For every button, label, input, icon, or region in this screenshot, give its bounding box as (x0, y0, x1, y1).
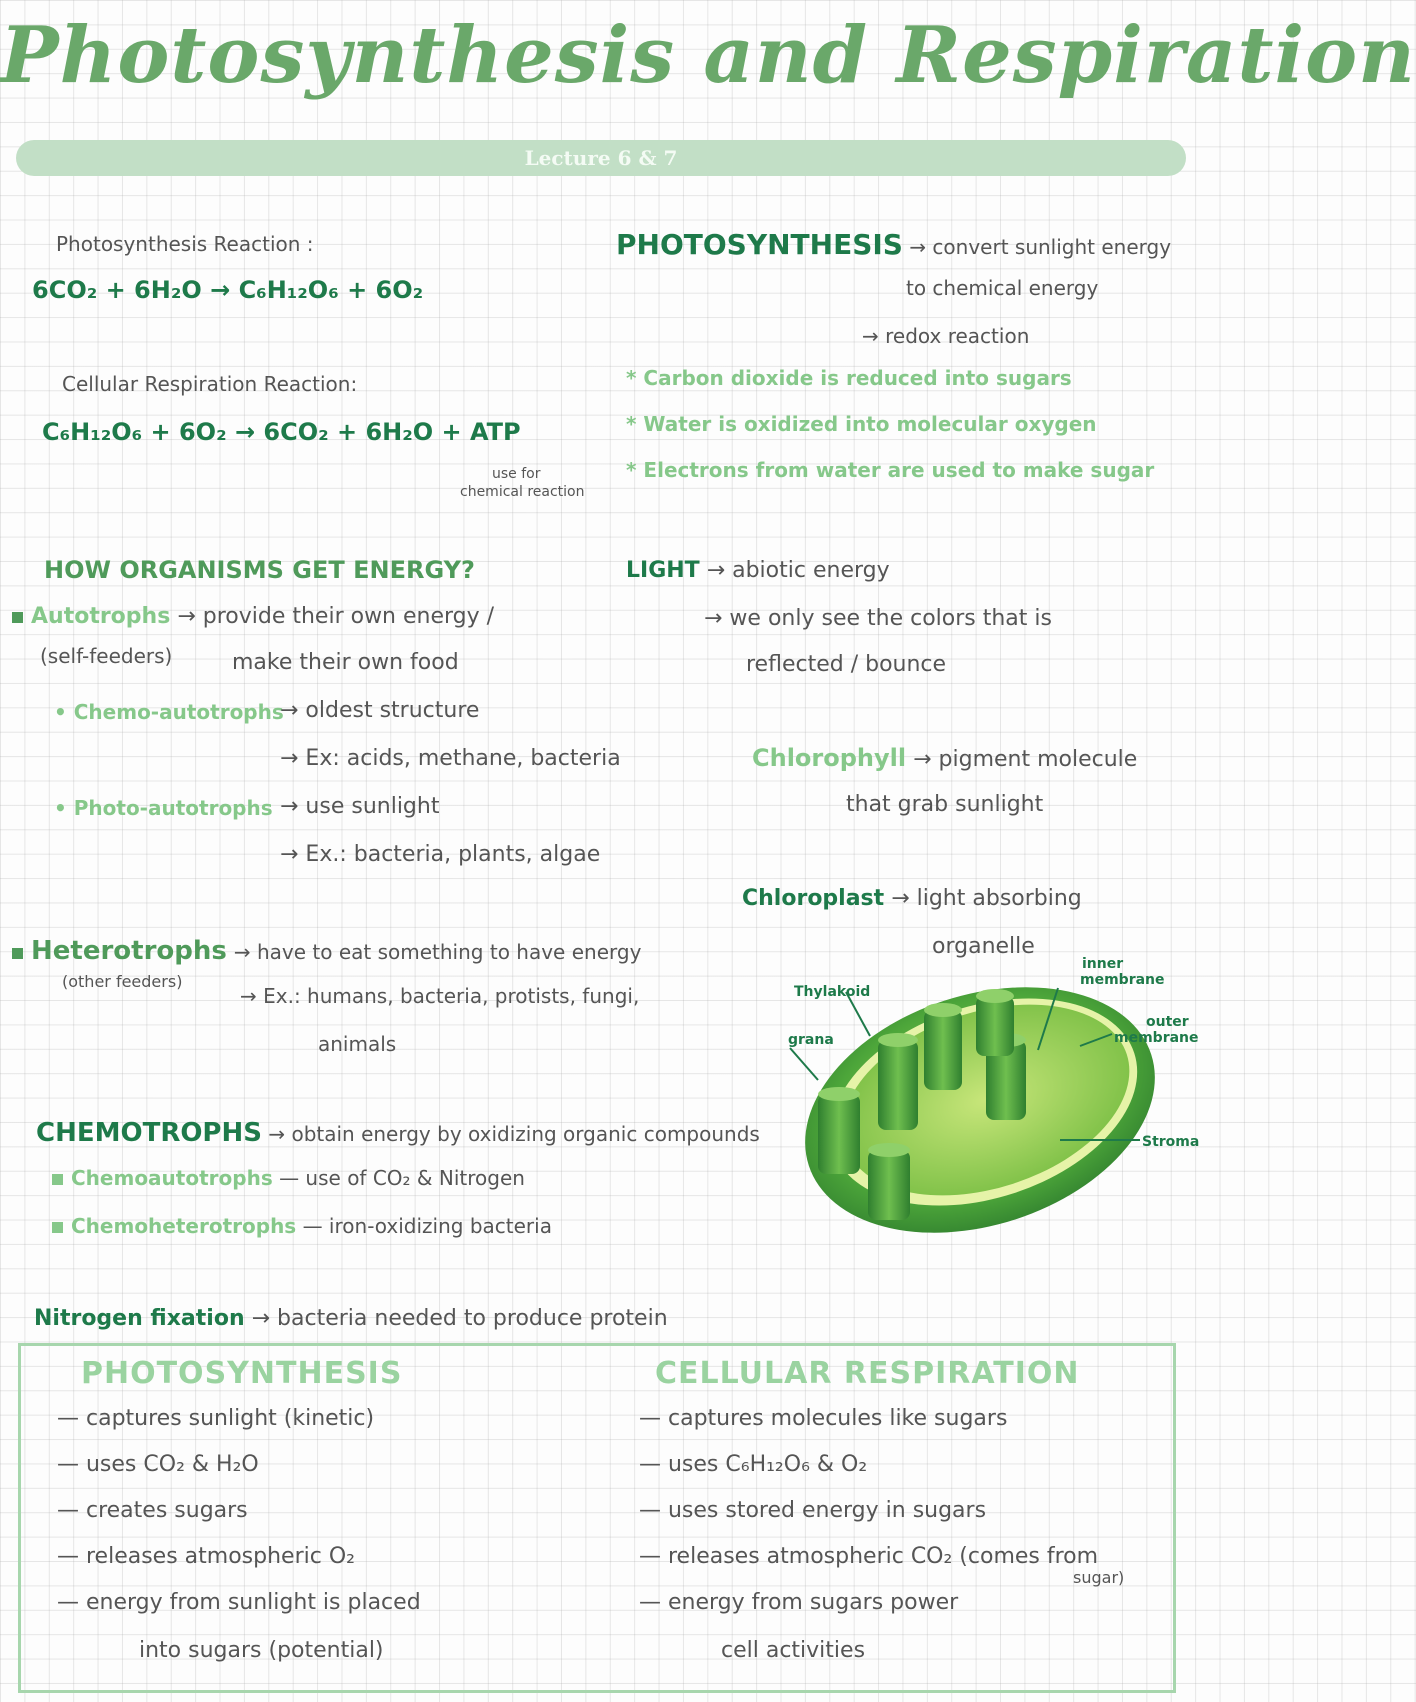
light-desc1: → abiotic energy (706, 558, 890, 583)
light-desc2: → we only see the colors that is (704, 606, 1052, 631)
photosynthesis-heading: PHOTOSYNTHESIS (616, 228, 903, 261)
granum-stack (924, 1003, 962, 1090)
inner-membrane-label-1: inner (1082, 956, 1124, 972)
light-label: LIGHT (626, 558, 700, 583)
granum-stack (976, 989, 1014, 1056)
chemotrophs-label: CHEMOTROPHS (36, 1118, 262, 1148)
photo-autotrophs-desc2: → Ex.: bacteria, plants, algae (280, 842, 601, 867)
page-title: Photosynthesis and Respiration (0, 10, 1416, 101)
photosynthesis-bullet2: * Water is oxidized into molecular oxygen (626, 412, 1097, 436)
chloroplast-desc2: organelle (932, 934, 1035, 959)
nitrogen-desc: → bacteria needed to produce protein (251, 1306, 668, 1331)
resp-item: — releases atmospheric CO₂ (comes from (639, 1544, 1099, 1569)
chloroplast-diagram (788, 956, 1200, 1270)
atp-note-line1: use for (492, 466, 541, 482)
autotrophs-label: Autotrophs (31, 604, 171, 629)
chemo-autotrophs-desc2: → Ex: acids, methane, bacteria (280, 746, 621, 771)
chemoheterotrophs-label: Chemoheterotrophs (71, 1214, 297, 1238)
compare-resp-title: CELLULAR RESPIRATION (655, 1356, 1080, 1391)
subtitle-banner (16, 140, 1186, 176)
photo-reaction-label: Photosynthesis Reaction : (56, 232, 314, 256)
autotrophs-desc: → provide their own energy / (177, 604, 495, 629)
photo-item: into sugars (potential) (139, 1638, 384, 1663)
chlorophyll-line (752, 744, 1137, 772)
resp-item: cell activities (721, 1638, 866, 1663)
heterotrophs-ex2: animals (318, 1032, 397, 1056)
bullet-square (52, 1222, 63, 1233)
resp-item: — uses C₆H₁₂O₆ & O₂ (639, 1452, 868, 1477)
chloroplast-label: Chloroplast (742, 886, 885, 911)
subtitle: Lecture 6 & 7 (524, 146, 678, 170)
resp-item: sugar) (1073, 1568, 1125, 1587)
chloroplast-desc1: → light absorbing (891, 886, 1082, 911)
chemoautotrophs-label: Chemoautotrophs (71, 1166, 273, 1190)
heterotrophs-line (12, 936, 641, 966)
chlorophyll-label: Chlorophyll (752, 744, 907, 772)
chemotrophs-desc: → obtain energy by oxidizing organic compounds (268, 1122, 760, 1146)
how-organisms-heading: HOW ORGANISMS GET ENERGY? (44, 556, 475, 584)
photo-item: — creates sugars (57, 1498, 248, 1523)
bullet-square (12, 948, 23, 959)
heterotrophs-other: (other feeders) (62, 972, 183, 991)
photo-reaction-equation: 6CO₂ + 6H₂O → C₆H₁₂O₆ + 6O₂ (32, 276, 424, 304)
photosynthesis-desc3: → redox reaction (862, 324, 1030, 348)
inner-membrane-label-2: membrane (1080, 972, 1165, 988)
granum-stack (878, 1033, 918, 1130)
light-desc3: reflected / bounce (746, 652, 947, 677)
nitrogen-label: Nitrogen fixation (34, 1306, 245, 1331)
bullet-square (52, 1174, 63, 1185)
chlorophyll-desc1: → pigment molecule (913, 747, 1138, 772)
photo-item: — captures sunlight (kinetic) (57, 1406, 375, 1431)
thylakoid-label: Thylakoid (794, 984, 871, 1000)
resp-item: — uses stored energy in sugars (639, 1498, 987, 1523)
chemoheterotrophs-line (52, 1214, 552, 1238)
photo-item: — uses CO₂ & H₂O (57, 1452, 259, 1477)
heterotrophs-desc: → have to eat something to have energy (233, 940, 642, 964)
resp-item: — energy from sugars power (639, 1590, 959, 1615)
outer-membrane-label-1: outer (1146, 1014, 1189, 1030)
autotrophs-self: (self-feeders) (40, 644, 173, 668)
chemo-autotrophs-desc1: → oldest structure (280, 698, 480, 723)
resp-reaction-equation: C₆H₁₂O₆ + 6O₂ → 6CO₂ + 6H₂O + ATP (42, 418, 521, 446)
photosynthesis-bullet1: * Carbon dioxide is reduced into sugars (626, 366, 1072, 390)
photo-item: — releases atmospheric O₂ (57, 1544, 355, 1569)
chemotrophs-line (36, 1118, 760, 1148)
photosynthesis-def-line (616, 228, 1171, 261)
heterotrophs-label: Heterotrophs (31, 936, 227, 966)
compare-photo-title: PHOTOSYNTHESIS (81, 1356, 403, 1391)
grana-leader (790, 1048, 818, 1080)
photosynthesis-bullet3: * Electrons from water are used to make sugar (626, 458, 1155, 482)
granum-stack (818, 1087, 860, 1174)
autotrophs-line (12, 604, 494, 629)
comparison-box (18, 1343, 1176, 1693)
photosynthesis-desc2: to chemical energy (906, 276, 1099, 300)
heterotrophs-ex1: → Ex.: humans, bacteria, protists, fungi, (240, 984, 640, 1008)
light-line (626, 558, 890, 583)
resp-item: — captures molecules like sugars (639, 1406, 1008, 1431)
chemoautotrophs-line (52, 1166, 525, 1190)
bullet-square (12, 612, 23, 623)
stroma-label: Stroma (1142, 1134, 1200, 1150)
photo-autotrophs-label: • Photo-autotrophs (54, 796, 273, 820)
outer-membrane-label-2: membrane (1114, 1030, 1199, 1046)
chemoheterotrophs-desc: — iron-oxidizing bacteria (302, 1214, 552, 1238)
chlorophyll-desc2: that grab sunlight (846, 792, 1044, 817)
nitrogen-line (34, 1306, 668, 1331)
photo-item: — energy from sunlight is placed (57, 1590, 421, 1615)
granum-stack (868, 1143, 910, 1220)
chemoautotrophs-desc: — use of CO₂ & Nitrogen (279, 1166, 525, 1190)
grana-label: grana (788, 1032, 834, 1048)
autotrophs-desc2: make their own food (232, 650, 459, 675)
photosynthesis-desc1: → convert sunlight energy (909, 235, 1172, 259)
resp-reaction-label: Cellular Respiration Reaction: (62, 372, 358, 396)
chemo-autotrophs-label: • Chemo-autotrophs (54, 700, 284, 724)
chloroplast-line (742, 886, 1082, 911)
photo-autotrophs-desc1: → use sunlight (280, 794, 440, 819)
atp-note-line2: chemical reaction (460, 484, 585, 500)
